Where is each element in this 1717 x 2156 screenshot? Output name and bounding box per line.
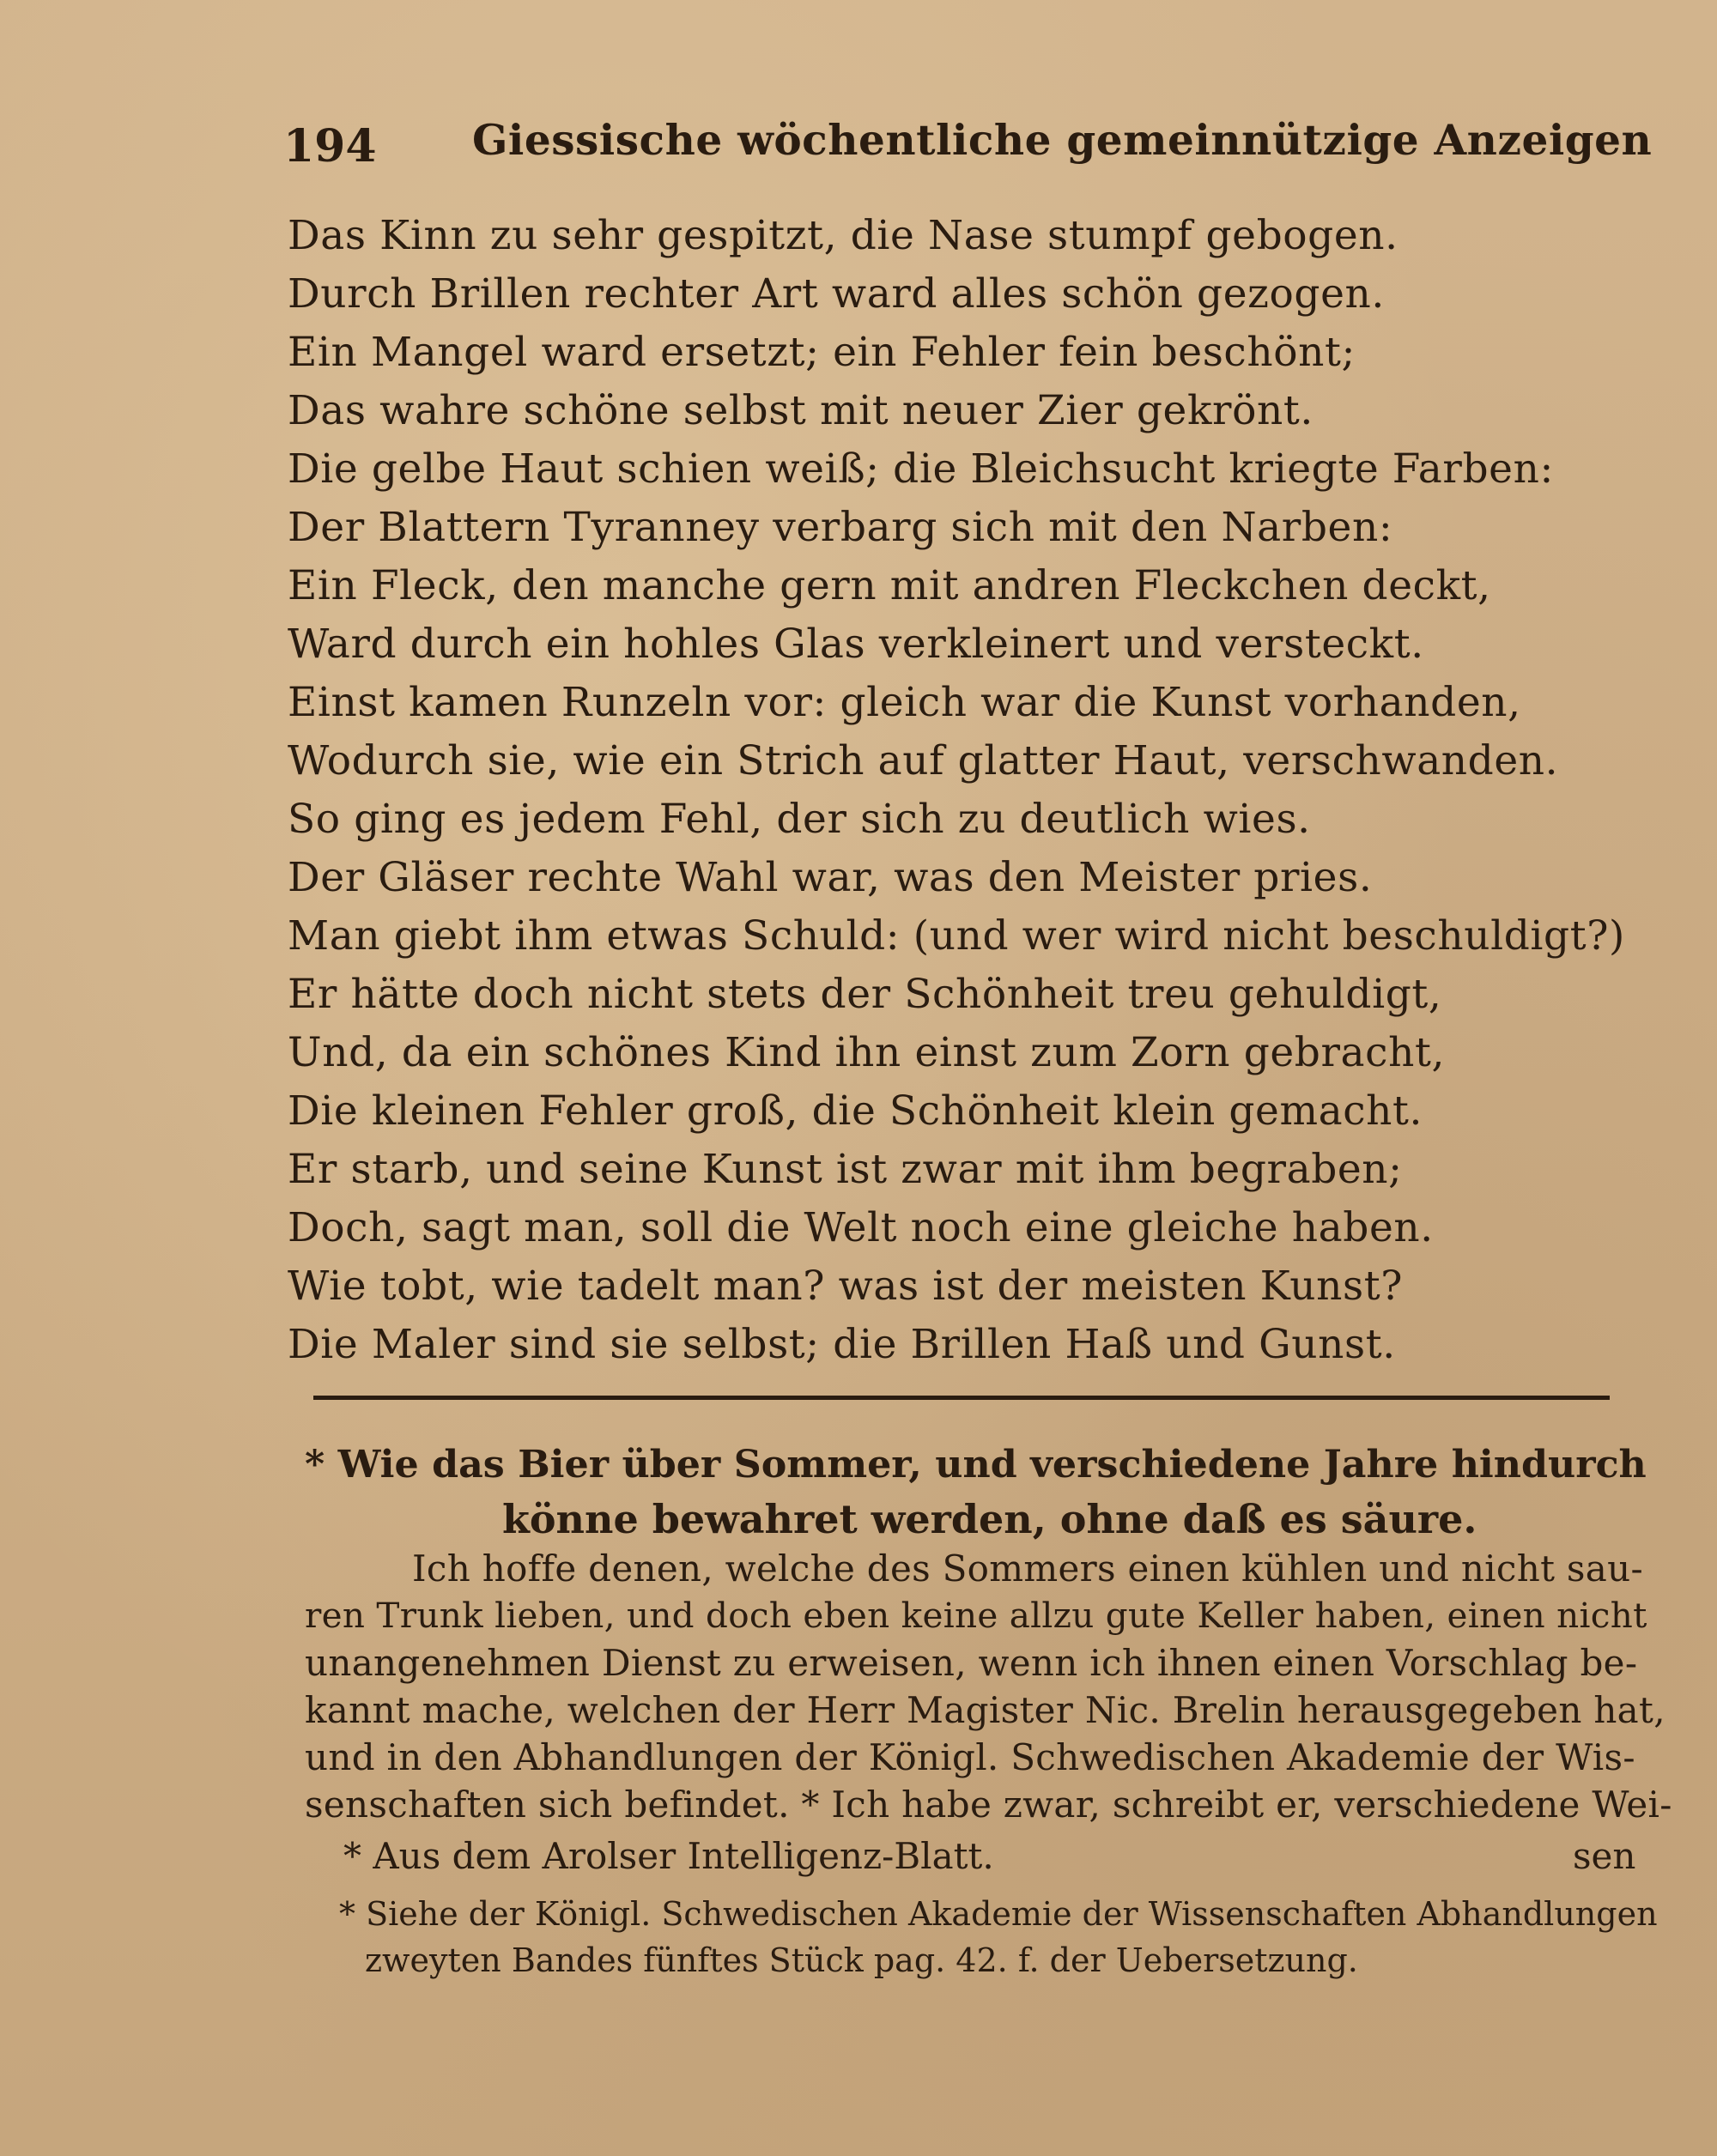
poem-line: Man giebt ihm etwas Schuld: (und wer wird nicht beschuldigt?): [288, 912, 1625, 960]
poem-line: Einst kamen Runzeln vor: gleich war die Kunst vorhanden,: [288, 679, 1521, 726]
article-body-line: unangenehmen Dienst zu erweisen, wenn ich ihnen einen Vorschlag be-: [305, 1642, 1638, 1684]
poem-line: Doch, sagt man, soll die Welt noch eine gleiche haben.: [288, 1204, 1434, 1251]
poem-line: Das Kinn zu sehr gespitzt, die Nase stumpf gebogen.: [288, 212, 1398, 259]
poem-line: Der Gläser rechte Wahl war, was den Meister pries.: [288, 854, 1373, 901]
poem-line: Ward durch ein hohles Glas verkleinert und versteckt.: [288, 621, 1424, 668]
poem-line: Wie tobt, wie tadelt man? was ist der meisten Kunst?: [288, 1263, 1404, 1310]
article-body-line: Ich hoffe denen, welche des Sommers einen kühlen und nicht sau-: [412, 1547, 1643, 1590]
article-body-line: und in den Abhandlungen der Königl. Schwedischen Akademie der Wis-: [305, 1736, 1635, 1778]
poem-line: So ging es jedem Fehl, der sich zu deutlich wies.: [288, 796, 1311, 843]
poem-line: Er starb, und seine Kunst ist zwar mit ihm begraben;: [288, 1146, 1403, 1193]
source-footnote: * Aus dem Arolser Intelligenz-Blatt.: [343, 1835, 994, 1877]
poem-line: Ein Mangel ward ersetzt; ein Fehler fein beschönt;: [288, 329, 1356, 376]
article-heading-line: könne bewahret werden, ohne daß es säure.: [502, 1496, 1477, 1542]
poem-line: Die gelbe Haut schien weiß; die Bleichsucht kriegte Farben:: [288, 445, 1554, 493]
poem-line: Durch Brillen rechter Art ward alles schön gezogen.: [288, 270, 1385, 318]
article-heading-line: * Wie das Bier über Sommer, und verschiedene Jahre hindurch: [305, 1442, 1647, 1487]
poem-line: Er hätte doch nicht stets der Schönheit treu gehuldigt,: [288, 971, 1442, 1018]
poem-line: Der Blattern Tyranney verbarg sich mit den Narben:: [288, 504, 1393, 551]
poem-line: Und, da ein schönes Kind ihn einst zum Zorn gebracht,: [288, 1029, 1445, 1076]
article-body-line: ren Trunk lieben, und doch eben keine allzu gute Keller haben, einen nicht: [305, 1595, 1647, 1636]
reference-footnote-line: zweyten Bandes fünftes Stück pag. 42. f. der Uebersetzung.: [365, 1941, 1358, 1979]
article-body-line: kannt mache, welchen der Herr Magister Nic. Brelin herausgegeben hat,: [305, 1689, 1665, 1731]
section-divider: [313, 1396, 1610, 1400]
catchword: sen: [1573, 1835, 1636, 1877]
article-body-line: senschaften sich befindet. * Ich habe zwar, schreibt er, verschiedene Wei-: [305, 1784, 1672, 1826]
poem-line: Das wahre schöne selbst mit neuer Zier gekrönt.: [288, 387, 1314, 434]
poem-line: Ein Fleck, den manche gern mit andren Fleckchen deckt,: [288, 562, 1491, 609]
poem-line: Wodurch sie, wie ein Strich auf glatter Haut, verschwanden.: [288, 737, 1559, 784]
running-title: Giessische wöchentliche gemeinnützige Anzeigen: [472, 116, 1653, 165]
page-number: 194: [283, 120, 377, 173]
reference-footnote-line: * Siehe der Königl. Schwedischen Akademie der Wissenschaften Abhandlungen: [339, 1895, 1658, 1933]
poem-line: Die Maler sind sie selbst; die Brillen Haß und Gunst.: [288, 1321, 1396, 1368]
poem-line: Die kleinen Fehler groß, die Schönheit klein gemacht.: [288, 1087, 1423, 1135]
